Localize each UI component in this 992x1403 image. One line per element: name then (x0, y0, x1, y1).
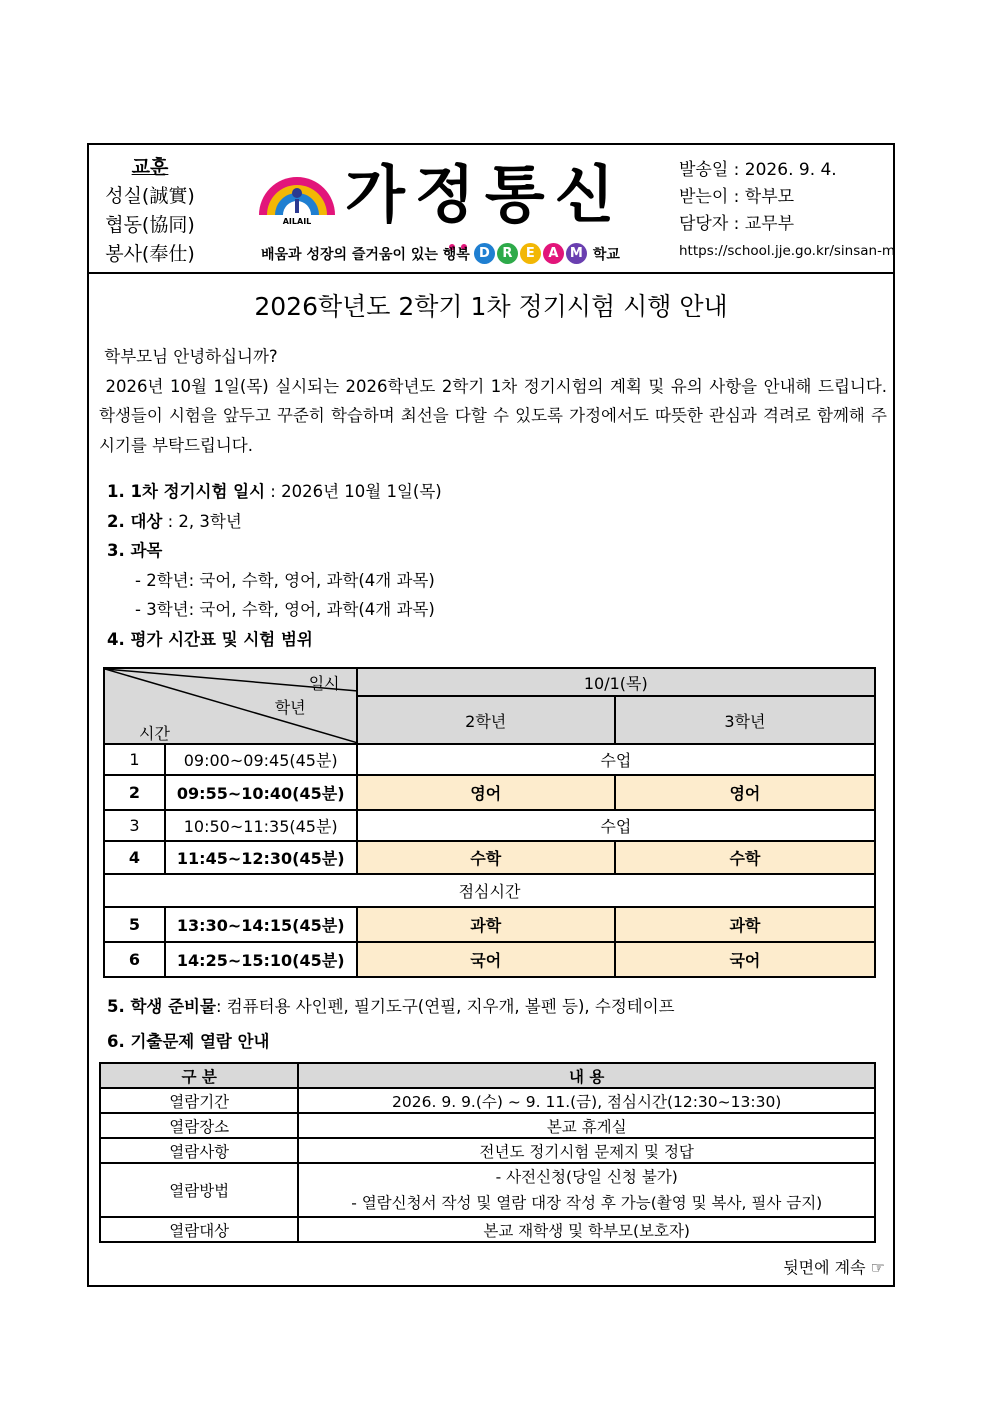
table-row (104, 744, 875, 775)
newsletter-banner: 가정통신 (345, 158, 625, 231)
corner-date-label: 일시 (308, 674, 340, 693)
greeting: 학부모님 안녕하십니까? (104, 347, 278, 366)
grade-2-header: 2학년 (357, 696, 615, 744)
manager: 담당자 : 교무부 (679, 214, 795, 234)
row-label: 열람기간 (100, 1088, 298, 1113)
table-row (100, 1217, 875, 1242)
dream-letter-m: M (566, 243, 587, 264)
table-header-row (100, 1063, 875, 1088)
dream-letter-a: A (543, 243, 564, 264)
school-slogan (261, 243, 620, 264)
past-exam-viewing-table (99, 1062, 876, 1243)
row-label: 열람대상 (100, 1217, 298, 1242)
grade-2-subject: 영어 (357, 775, 615, 810)
section-3: 3. 과목 (107, 541, 163, 560)
document-title: 2026학년도 2학기 1차 정기시험 시행 안내 (254, 292, 728, 321)
corner-cell (104, 668, 357, 744)
table-row (100, 1113, 875, 1138)
table-row (104, 942, 875, 977)
dream-letter-d: D (474, 243, 495, 264)
grade-3-subject: 수학 (615, 841, 875, 874)
motto-item: 봉사(奉仕) (105, 243, 195, 265)
school-motto (89, 153, 211, 269)
grade-3-subject: 과학 (615, 907, 875, 942)
section-6: 6. 기출문제 열람 안내 (107, 1032, 270, 1051)
grade-3-subject: 국어 (615, 942, 875, 977)
intro-paragraph (99, 342, 887, 460)
exam-sections (107, 477, 442, 654)
motto-title: 교훈 (131, 156, 169, 178)
notice-frame (87, 143, 895, 1287)
section-5: 5. 학생 준비물: 컴퓨터용 사인펜, 필기도구(연필, 지우개, 볼펜 등), 수정테이프 (107, 997, 675, 1016)
section-4: 4. 평가 시간표 및 시험 범위 (107, 629, 313, 649)
period-number: 2 (104, 775, 165, 810)
send-info (679, 157, 895, 265)
motto-item: 협동(協同) (105, 214, 195, 236)
row-label: 열람사항 (100, 1138, 298, 1163)
method-line: - 열람신청서 작성 및 열람 대장 작성 후 가능(촬영 및 복사, 필사 금지) (351, 1194, 823, 1212)
continued-note: 뒷면에 계속 ☞ (783, 1258, 885, 1277)
period-time: 11:45~12:30(45분) (165, 841, 357, 874)
section-1: 1. 1차 정기시험 일시 : 2026년 10월 1일(목) (107, 482, 442, 501)
table-row (104, 907, 875, 942)
table-row (104, 810, 875, 841)
row-value: 본교 재학생 및 학부모(보호자) (298, 1217, 875, 1242)
class-cell: 수업 (357, 810, 875, 841)
period-number: 4 (104, 841, 165, 874)
dream-letter-r: R (497, 243, 518, 264)
row-value (298, 1163, 875, 1217)
row-label: 열람장소 (100, 1113, 298, 1138)
period-time: 10:50~11:35(45분) (165, 810, 357, 841)
subject-item: - 2학년: 국어, 수학, 영어, 과학(4개 과목) (135, 570, 435, 590)
school-url-link[interactable]: https://school.jje.go.kr/sinsan-m (679, 243, 896, 259)
slogan-suffix: 학교 (592, 246, 620, 263)
table-row (104, 775, 875, 810)
intro-body: 2026년 10월 1일(목) 실시되는 2026학년도 2학기 1차 정기시험의 계획 및 유의 사항을 안내해 드립니다. 학생들이 시험을 앞두고 꾸준히 학습하며 최선을 다할 수 있도록 가정에서도 따뜻한 관심과 격려로 함께해 주시기를 부탁드립니다. (99, 376, 888, 455)
corner-grade-label: 학년 (274, 698, 306, 717)
period-time: 09:55~10:40(45분) (165, 775, 357, 810)
recipient: 받는이 : 학부모 (679, 187, 795, 207)
table-row (100, 1138, 875, 1163)
lunch-cell: 점심시간 (104, 874, 875, 907)
period-number: 3 (104, 810, 165, 841)
table-header-row (104, 668, 875, 696)
header-category: 구 분 (100, 1063, 298, 1088)
header-content: 내 용 (298, 1063, 875, 1088)
period-number: 5 (104, 907, 165, 942)
period-number: 1 (104, 744, 165, 775)
class-cell: 수업 (357, 744, 875, 775)
grade-3-header: 3학년 (615, 696, 875, 744)
motto-item: 성실(誠實) (105, 185, 195, 207)
method-line: - 사전신청(당일 신청 불가) (495, 1168, 678, 1186)
row-value: 2026. 9. 9.(수) ~ 9. 11.(금), 점심시간(12:30~13:30) (298, 1088, 875, 1113)
row-value: 전년도 정기시험 문제지 및 정답 (298, 1138, 875, 1163)
exam-date: 10/1(목) (357, 668, 875, 696)
grade-2-subject: 과학 (357, 907, 615, 942)
period-time: 09:00~09:45(45분) (165, 744, 357, 775)
grade-3-subject: 영어 (615, 775, 875, 810)
grade-2-subject: 국어 (357, 942, 615, 977)
slogan-text: 배움과 성장의 즐거움이 있는 행복 (261, 246, 470, 263)
table-row (100, 1163, 875, 1217)
send-date: 발송일 : 2026. 9. 4. (679, 160, 837, 180)
table-row (100, 1088, 875, 1113)
period-number: 6 (104, 942, 165, 977)
grade-2-subject: 수학 (357, 841, 615, 874)
section-2: 2. 대상 : 2, 3학년 (107, 511, 242, 531)
dream-badges (474, 243, 589, 264)
lunch-row (104, 874, 875, 907)
dream-letter-e: E (520, 243, 541, 264)
letterhead (89, 145, 896, 274)
corner-time-label: 시간 (139, 724, 170, 743)
row-label: 열람방법 (100, 1163, 298, 1217)
period-time: 14:25~15:10(45분) (165, 942, 357, 977)
subject-item: - 3학년: 국어, 수학, 영어, 과학(4개 과목) (135, 600, 435, 619)
svg-text:AILAIL: AILAIL (282, 217, 312, 225)
exam-schedule-table (103, 667, 876, 978)
table-row (104, 841, 875, 874)
row-value: 본교 휴게실 (298, 1113, 875, 1138)
school-logo (255, 163, 339, 225)
period-time: 13:30~14:15(45분) (165, 907, 357, 942)
